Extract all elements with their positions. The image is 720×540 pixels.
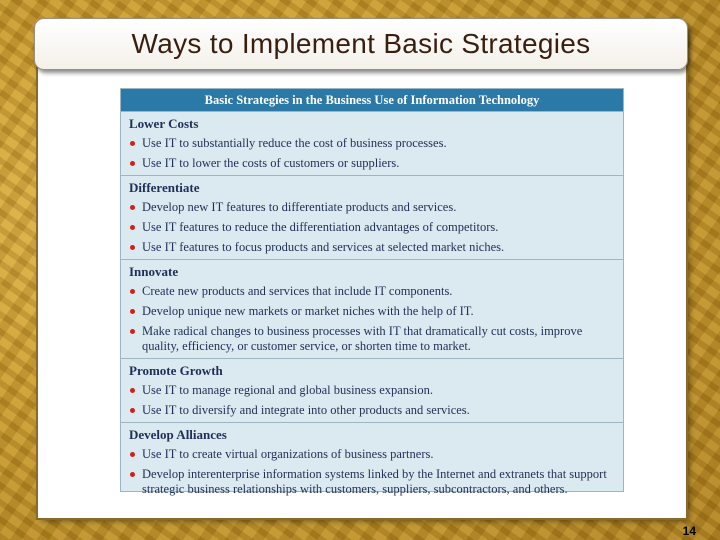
bullet-icon — [130, 452, 135, 457]
list-item-text: Use IT to substantially reduce the cost of business processes. — [142, 136, 447, 150]
list-item — [129, 324, 615, 354]
section-develop-alliances — [121, 422, 623, 501]
list-item — [129, 284, 615, 299]
list-item — [129, 383, 615, 398]
list-item-text: Develop unique new markets or market niches with the help of IT. — [142, 304, 474, 318]
section-innovate — [121, 259, 623, 358]
bullet-icon — [130, 329, 135, 334]
list-item — [129, 200, 615, 215]
list-item — [129, 403, 615, 418]
list-item-text: Make radical changes to business processes with IT that dramatically cut costs, improve quality, efficiency, or customer service, or shorten time to market. — [142, 324, 583, 353]
list-item — [129, 304, 615, 319]
list-item-text: Use IT to lower the costs of customers or suppliers. — [142, 156, 400, 170]
table-header: Basic Strategies in the Business Use of Information Technology — [121, 89, 623, 111]
strategy-table — [120, 88, 624, 496]
bullet-icon — [130, 388, 135, 393]
list-item-text: Develop interenterprise information systems linked by the Internet and extranets that support strategic business relationships with customers, suppliers, subcontractors, and others. — [142, 467, 607, 496]
list-item-text: Develop new IT features to differentiate products and services. — [142, 200, 457, 214]
bullet-icon — [130, 309, 135, 314]
bullet-icon — [130, 289, 135, 294]
bullet-icon — [130, 225, 135, 230]
section-title: Lower Costs — [129, 116, 199, 131]
list-item — [129, 447, 615, 462]
list-item-text: Use IT features to reduce the differentiation advantages of competitors. — [142, 220, 499, 234]
title-bar — [34, 18, 688, 70]
section-title: Promote Growth — [129, 363, 223, 378]
list-item-text: Use IT to manage regional and global business expansion. — [142, 383, 434, 397]
list-item-text: Create new products and services that include IT components. — [142, 284, 453, 298]
bullet-icon — [130, 205, 135, 210]
bullet-icon — [130, 161, 135, 166]
list-item — [129, 240, 615, 255]
bullet-icon — [130, 141, 135, 146]
list-item-text: Use IT to create virtual organizations of business partners. — [142, 447, 434, 461]
section-title: Develop Alliances — [129, 427, 227, 442]
page-number: 14 — [682, 524, 696, 538]
section-promote-growth — [121, 358, 623, 422]
list-item — [129, 467, 615, 497]
slide-title: Ways to Implement Basic Strategies — [131, 28, 591, 59]
list-item — [129, 136, 615, 151]
bullet-icon — [130, 245, 135, 250]
bullet-icon — [130, 408, 135, 413]
list-item-text: Use IT to diversify and integrate into other products and services. — [142, 403, 470, 417]
section-title: Innovate — [129, 264, 179, 279]
section-title: Differentiate — [129, 180, 200, 195]
section-differentiate — [121, 175, 623, 259]
bullet-icon — [130, 472, 135, 477]
list-item — [129, 156, 615, 171]
section-lower-costs — [121, 111, 623, 175]
list-item — [129, 220, 615, 235]
list-item-text: Use IT features to focus products and services at selected market niches. — [142, 240, 505, 254]
